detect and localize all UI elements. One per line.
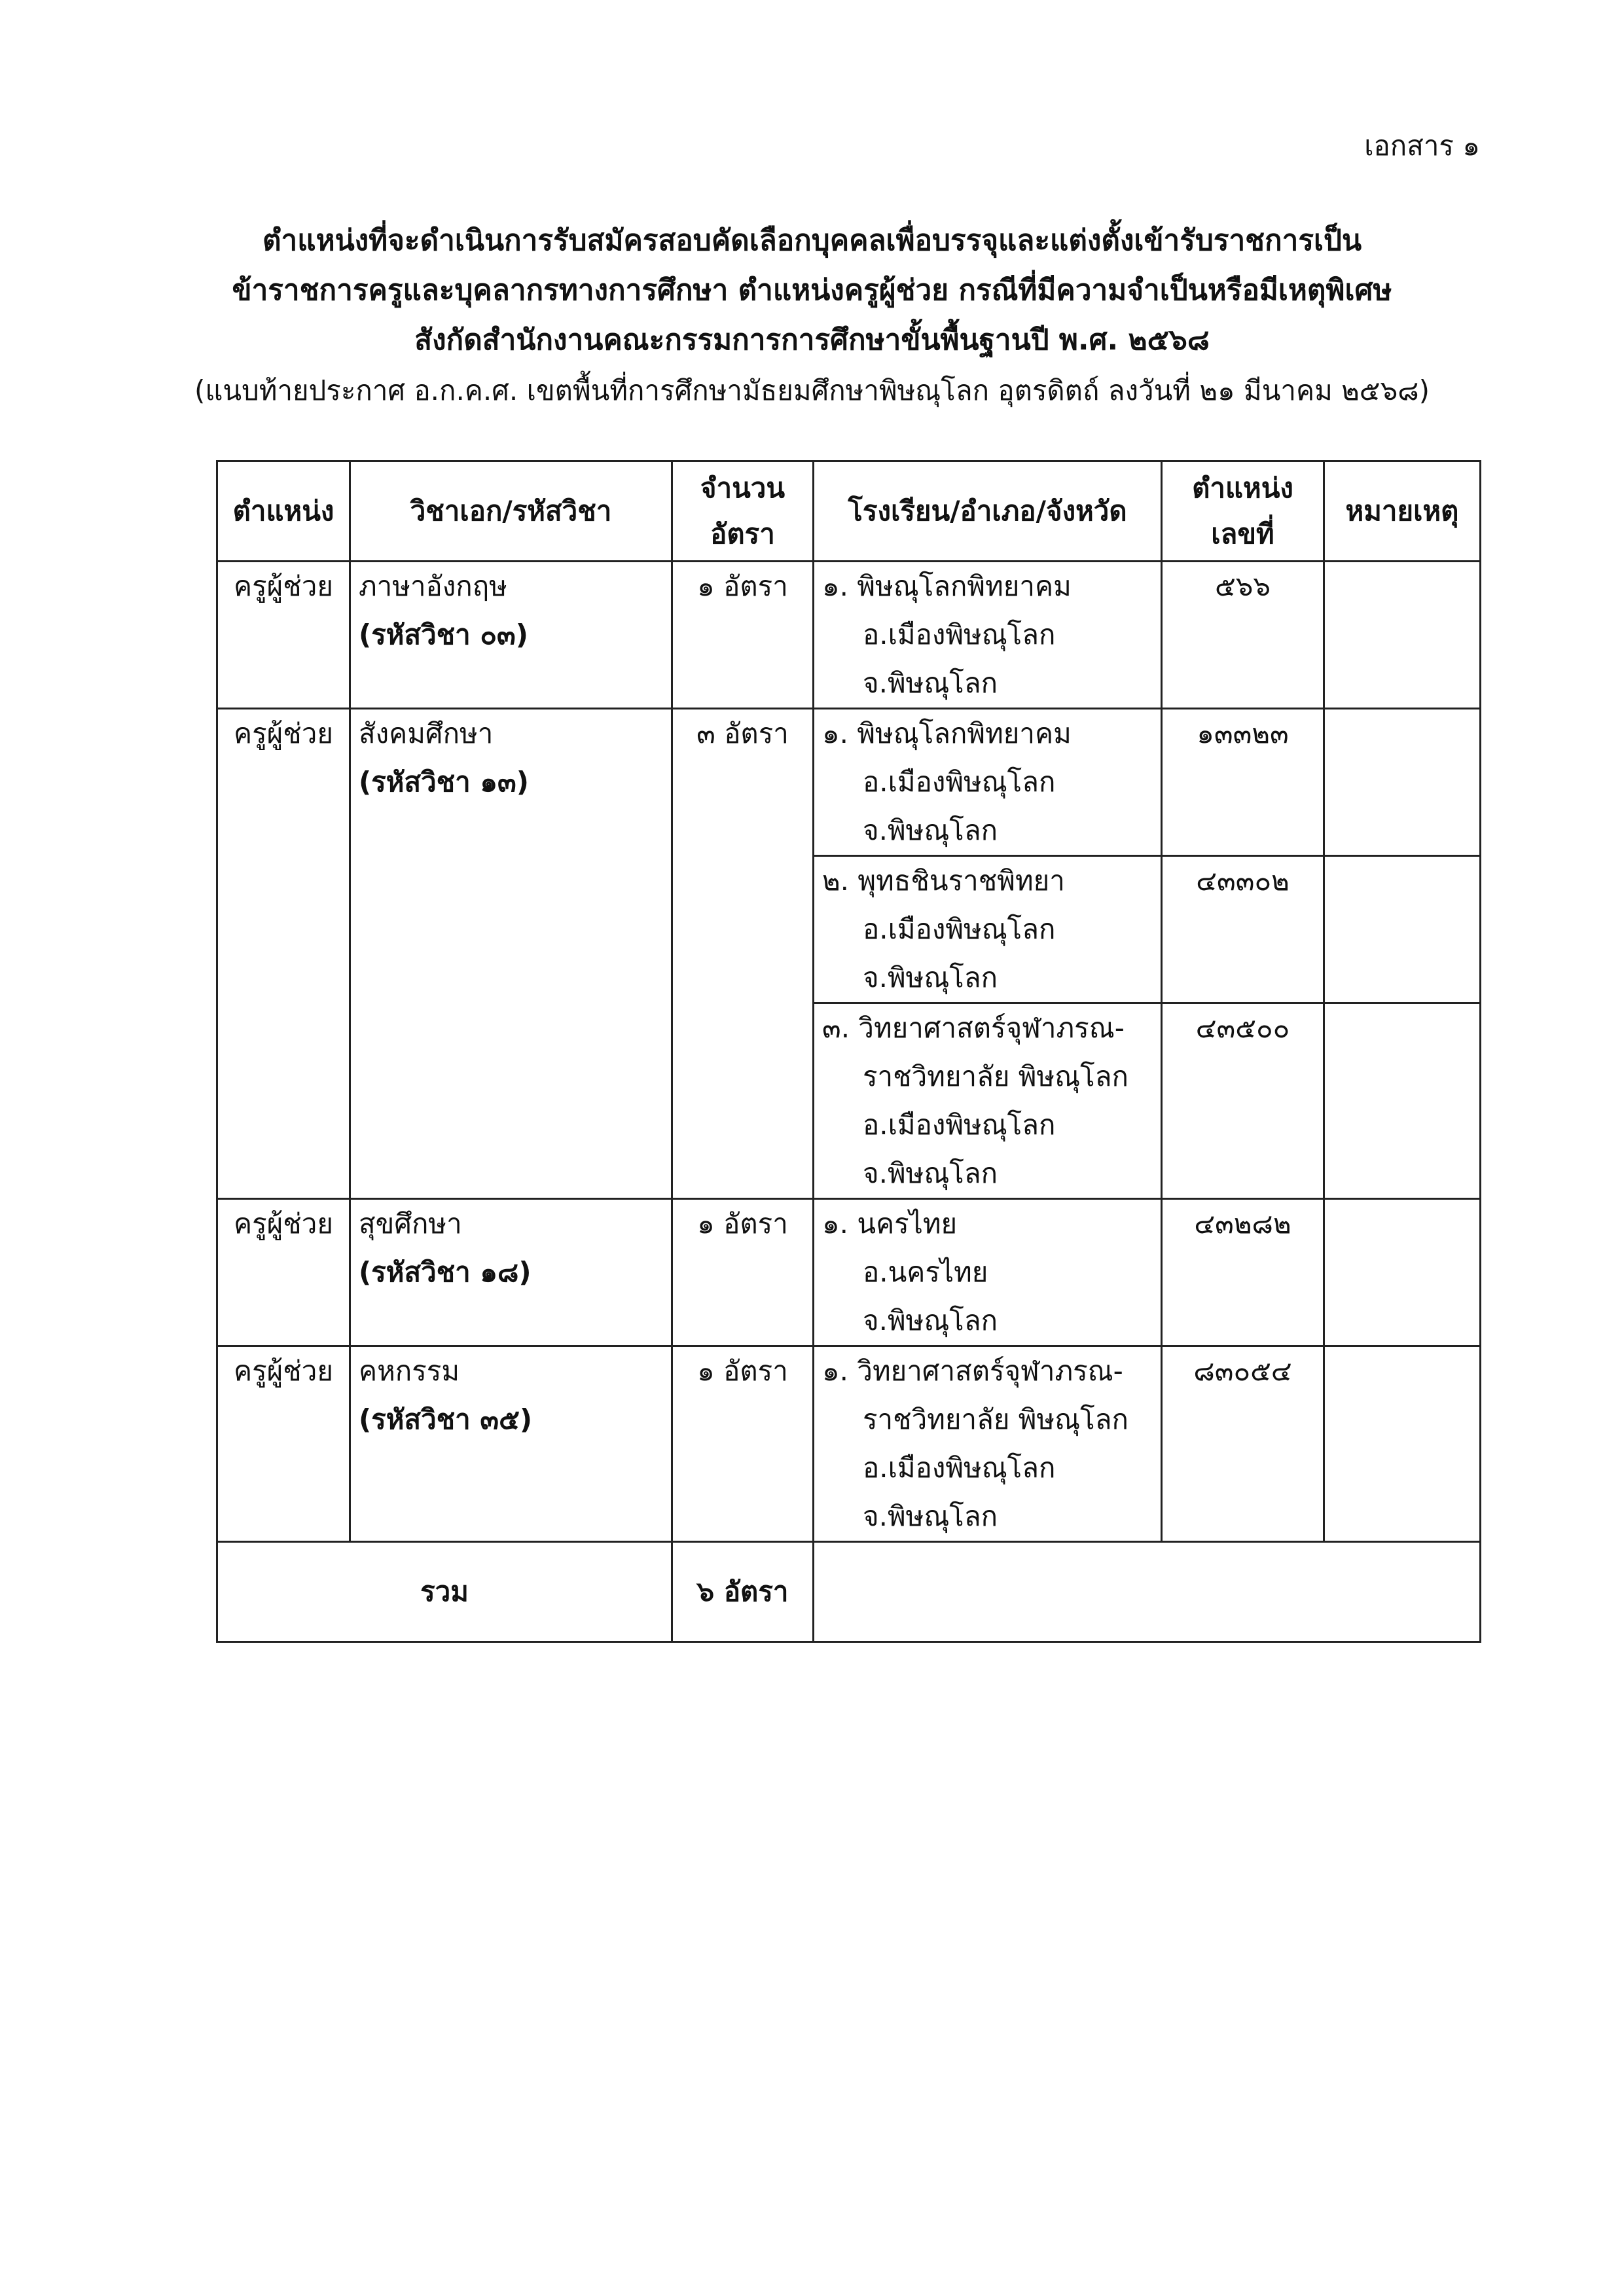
total-row (217, 1542, 1481, 1642)
school-line: จ.พิษณุโลก (863, 814, 998, 846)
total-empty-cell (814, 1542, 1481, 1642)
school-line: ๒. พุทธชินราชพิทยา (822, 865, 1065, 897)
header-count-line-2: อัตรา (710, 518, 775, 550)
heading-line-2: ข้าราชการครูและบุคลากรทางการศึกษา ตำแหน่งครูผู้ช่วย กรณีที่มีความจำเป็นหรือมีเหตุพิเศษ (232, 274, 1392, 307)
total-label: รวม (217, 1542, 672, 1642)
header-number-line-2: เลขที่ (1211, 518, 1274, 550)
header-count (672, 461, 814, 562)
note-cell (1324, 856, 1481, 1003)
subject-name: สังคมศึกษา (359, 717, 494, 749)
position-number-cell: ๔๓๓๐๒ (1162, 856, 1324, 1003)
school-line: อ.เมืองพิษณุโลก (863, 619, 1056, 651)
header-number (1162, 461, 1324, 562)
school-cell (814, 856, 1162, 1003)
table-row (217, 1346, 1481, 1542)
school-line: ๓. วิทยาศาสตร์จุฬาภรณ- (822, 1012, 1125, 1044)
school-line: ๑. พิษณุโลกพิทยาคม (822, 570, 1072, 602)
position-number-cell: ๕๖๖ (1162, 562, 1324, 709)
table-row (217, 709, 1481, 856)
school-line: อ.เมืองพิษณุโลก (863, 766, 1056, 798)
header-note: หมายเหตุ (1324, 461, 1481, 562)
position-number-cell: ๑๓๓๒๓ (1162, 709, 1324, 856)
header-school: โรงเรียน/อำเภอ/จังหวัด (814, 461, 1162, 562)
subject-code: (รหัสวิชา ๓๕) (359, 1403, 533, 1435)
position-cell: ครูผู้ช่วย (217, 562, 350, 709)
school-line: อ.นครไทย (863, 1256, 988, 1288)
school-cell (814, 562, 1162, 709)
school-line: ๑. นครไทย (822, 1208, 958, 1240)
document-heading (0, 216, 1624, 365)
heading-reference: (แนบท้ายประกาศ อ.ก.ค.ศ. เขตพื้นที่การศึกษามัธยมศึกษาพิษณุโลก อุตรดิตถ์ ลงวันที่ ๒๑ มีนาคม ๒๕๖๘) (194, 374, 1430, 406)
school-line: จ.พิษณุโลก (863, 961, 998, 994)
position-cell: ครูผู้ช่วย (217, 1199, 350, 1346)
table-row (217, 562, 1481, 709)
school-line: ๑. พิษณุโลกพิทยาคม (822, 717, 1072, 749)
school-cell (814, 709, 1162, 856)
school-line: อ.เมืองพิษณุโลก (863, 913, 1056, 945)
heading-line-3: สังกัดสำนักงานคณะกรรมการการศึกษาขั้นพื้นฐานปี พ.ศ. ๒๕๖๘ (414, 323, 1210, 357)
school-line: จ.พิษณุโลก (863, 1304, 998, 1336)
subject-name: สุขศึกษา (359, 1208, 462, 1240)
school-line: ราชวิทยาลัย พิษณุโลก (863, 1403, 1128, 1435)
count-cell: ๑ อัตรา (672, 1346, 814, 1542)
school-cell (814, 1346, 1162, 1542)
school-line: ๑. วิทยาศาสตร์จุฬาภรณ- (822, 1355, 1123, 1387)
heading-line-1: ตำแหน่งที่จะดำเนินการรับสมัครสอบคัดเลือกบุคคลเพื่อบรรจุและแต่งตั้งเข้ารับราชการเป็น (262, 224, 1362, 257)
header-number-line-1: ตำแหน่ง (1192, 472, 1293, 504)
header-subject: วิชาเอก/รหัสวิชา (350, 461, 672, 562)
position-number-cell: ๔๓๕๐๐ (1162, 1003, 1324, 1199)
subject-code: (รหัสวิชา ๑๘) (359, 1256, 532, 1288)
count-cell: ๑ อัตรา (672, 562, 814, 709)
note-cell (1324, 1346, 1481, 1542)
school-line: จ.พิษณุโลก (863, 667, 998, 699)
school-line: อ.เมืองพิษณุโลก (863, 1109, 1056, 1141)
header-position: ตำแหน่ง (217, 461, 350, 562)
subject-cell (350, 709, 672, 1199)
school-line: อ.เมืองพิษณุโลก (863, 1452, 1056, 1484)
school-line: ราชวิทยาลัย พิษณุโลก (863, 1060, 1128, 1092)
school-line: จ.พิษณุโลก (863, 1500, 998, 1532)
note-cell (1324, 709, 1481, 856)
note-cell (1324, 562, 1481, 709)
table-body (217, 562, 1481, 1542)
position-number-cell: ๘๓๐๕๔ (1162, 1346, 1324, 1542)
position-cell: ครูผู้ช่วย (217, 1346, 350, 1542)
note-cell (1324, 1003, 1481, 1199)
school-cell (814, 1003, 1162, 1199)
document-label: เอกสาร ๑ (1364, 130, 1480, 162)
header-count-line-1: จำนวน (700, 472, 785, 504)
count-cell: ๑ อัตรา (672, 1199, 814, 1346)
subject-cell (350, 1346, 672, 1542)
school-cell (814, 1199, 1162, 1346)
positions-table (216, 460, 1481, 1643)
subject-name: ภาษาอังกฤษ (359, 570, 507, 602)
subject-cell (350, 562, 672, 709)
note-cell (1324, 1199, 1481, 1346)
table-row (217, 1199, 1481, 1346)
position-number-cell: ๔๓๒๘๒ (1162, 1199, 1324, 1346)
subject-name: คหกรรม (359, 1355, 460, 1387)
school-line: จ.พิษณุโลก (863, 1157, 998, 1189)
subject-cell (350, 1199, 672, 1346)
subject-code: (รหัสวิชา ๐๓) (359, 619, 528, 651)
table-header-row (217, 461, 1481, 562)
position-cell: ครูผู้ช่วย (217, 709, 350, 1199)
count-cell: ๓ อัตรา (672, 709, 814, 1199)
total-count: ๖ อัตรา (672, 1542, 814, 1642)
subject-code: (รหัสวิชา ๑๓) (359, 766, 529, 798)
